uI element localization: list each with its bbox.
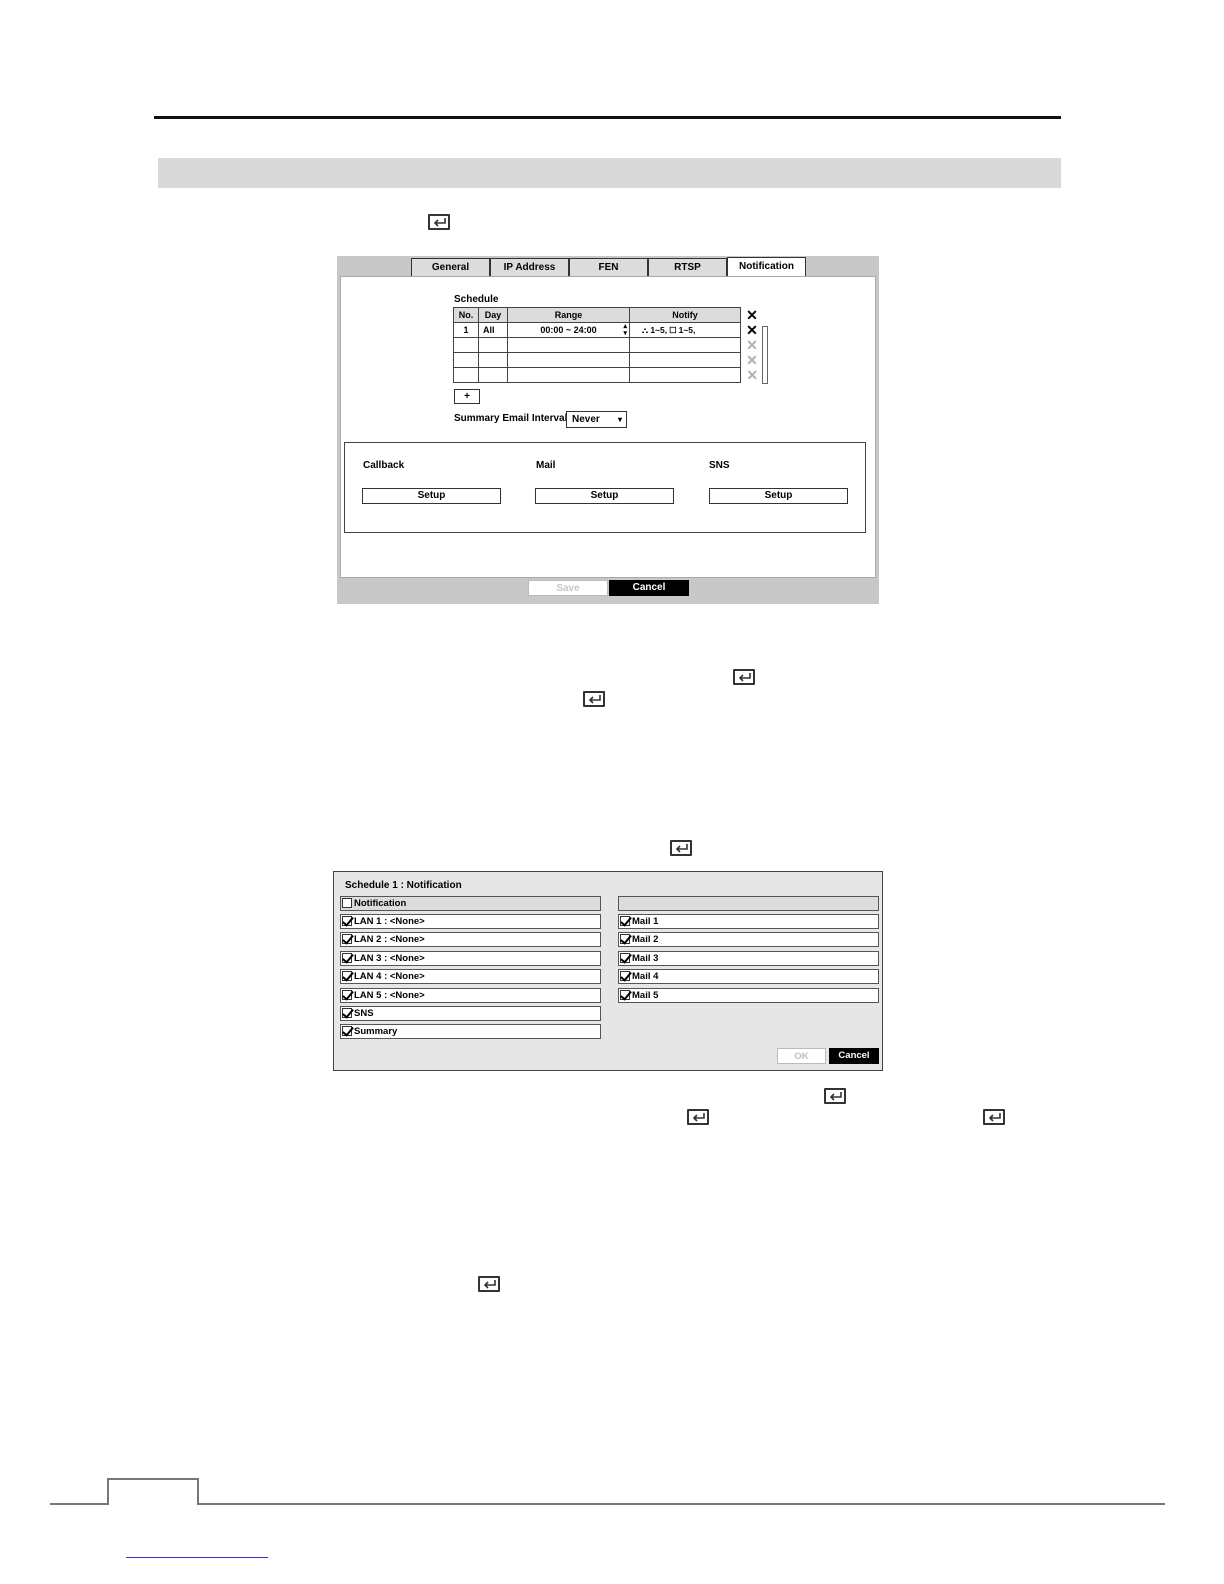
- enter-key-icon: [983, 1109, 1005, 1125]
- table-row: [454, 368, 764, 383]
- sns-label: SNS: [709, 460, 730, 471]
- checkbox[interactable]: [342, 916, 352, 926]
- sns-item[interactable]: SNS: [340, 1006, 601, 1021]
- mail-4-item[interactable]: Mail 4: [618, 969, 879, 984]
- delete-row-icon: ✕: [741, 353, 764, 368]
- mail-label: Mail: [536, 460, 556, 471]
- lan-4-item[interactable]: LAN 4 : <None>: [340, 969, 601, 984]
- table-scrollbar[interactable]: [762, 326, 768, 384]
- checkbox[interactable]: [620, 971, 630, 981]
- cancel-button[interactable]: Cancel: [609, 580, 689, 596]
- spinner-icon[interactable]: ▴ ▾: [623, 323, 627, 337]
- summary-item[interactable]: Summary: [340, 1024, 601, 1039]
- network-icon: ⛬: [642, 324, 651, 335]
- checkbox[interactable]: [342, 1026, 352, 1036]
- enter-key-icon: [824, 1088, 846, 1104]
- enter-key-icon: [670, 840, 692, 856]
- checkbox[interactable]: [620, 990, 630, 1000]
- summary-email-interval-label: Summary Email Interval: [454, 413, 568, 424]
- callback-label: Callback: [363, 460, 405, 471]
- mail-setup-button[interactable]: Setup: [535, 488, 674, 504]
- row-no: 1: [454, 323, 479, 338]
- network-setup-dialog: [337, 256, 879, 604]
- column-header-no: No.: [454, 308, 479, 323]
- checkbox[interactable]: [342, 953, 352, 963]
- tab-fen[interactable]: FEN: [569, 258, 648, 276]
- save-button[interactable]: Save: [528, 580, 608, 596]
- row-day-select[interactable]: All: [479, 323, 508, 338]
- column-header-notify: Notify: [630, 308, 741, 323]
- enter-key-icon: [687, 1109, 709, 1125]
- lan-5-item[interactable]: LAN 5 : <None>: [340, 988, 601, 1003]
- column-header-day: Day: [479, 308, 508, 323]
- checkbox[interactable]: [342, 990, 352, 1000]
- table-row: [454, 353, 764, 368]
- delete-row-icon: ✕: [741, 338, 764, 353]
- footer-rule: [50, 1503, 1165, 1505]
- schedule-table: [453, 307, 764, 383]
- mail-1-item[interactable]: Mail 1: [618, 914, 879, 929]
- footer-link-underline: [126, 1557, 268, 1558]
- section-header-band: [158, 158, 1061, 188]
- notification-methods-group: [344, 442, 866, 533]
- checkbox[interactable]: [620, 916, 630, 926]
- mail-3-item[interactable]: Mail 3: [618, 951, 879, 966]
- row-notify-field[interactable]: ⛬ 1~5, ☐ 1~5,: [630, 323, 741, 338]
- lan-2-item[interactable]: LAN 2 : <None>: [340, 932, 601, 947]
- summary-interval-select[interactable]: Never ▾: [566, 411, 627, 428]
- lan-1-item[interactable]: LAN 1 : <None>: [340, 914, 601, 929]
- tab-rtsp[interactable]: RTSP: [648, 258, 727, 276]
- notification-toggle[interactable]: Notification: [340, 896, 601, 911]
- mail-2-item[interactable]: Mail 2: [618, 932, 879, 947]
- row-range-field[interactable]: 00:00 ~ 24:00 ▴ ▾: [508, 323, 630, 338]
- enter-key-icon: [583, 691, 605, 707]
- checkbox[interactable]: [342, 898, 352, 908]
- cancel-button[interactable]: Cancel: [829, 1048, 879, 1064]
- dialog-title: Schedule 1 : Notification: [345, 880, 462, 891]
- ok-button[interactable]: OK: [777, 1048, 826, 1064]
- lan-3-item[interactable]: LAN 3 : <None>: [340, 951, 601, 966]
- mail-list-header: [618, 896, 879, 911]
- checkbox[interactable]: [620, 934, 630, 944]
- column-header-range: Range: [508, 308, 630, 323]
- table-row: [454, 338, 764, 353]
- checkbox[interactable]: [342, 1008, 352, 1018]
- checkbox[interactable]: [620, 953, 630, 963]
- top-rule: [154, 116, 1061, 119]
- checkbox[interactable]: [342, 971, 352, 981]
- schedule-label: Schedule: [454, 294, 499, 305]
- tab-notification[interactable]: Notification: [727, 257, 806, 276]
- mail-5-item[interactable]: Mail 5: [618, 988, 879, 1003]
- delete-row-icon: ✕: [741, 368, 764, 383]
- delete-all-icon[interactable]: ✕: [741, 308, 764, 323]
- callback-setup-button[interactable]: Setup: [362, 488, 501, 504]
- enter-key-icon: [733, 669, 755, 685]
- sns-setup-button[interactable]: Setup: [709, 488, 848, 504]
- schedule-notification-dialog: [333, 871, 883, 1071]
- tab-general[interactable]: General: [411, 258, 490, 276]
- enter-key-icon: [478, 1276, 500, 1292]
- table-row[interactable]: [454, 323, 764, 338]
- chevron-down-icon: ▾: [617, 415, 622, 424]
- checkbox[interactable]: [342, 934, 352, 944]
- delete-row-icon[interactable]: ✕: [741, 323, 764, 338]
- tab-ip-address[interactable]: IP Address: [490, 258, 569, 276]
- page-number-tab: [107, 1478, 199, 1505]
- add-schedule-button[interactable]: +: [454, 389, 480, 404]
- enter-key-icon: [428, 214, 450, 230]
